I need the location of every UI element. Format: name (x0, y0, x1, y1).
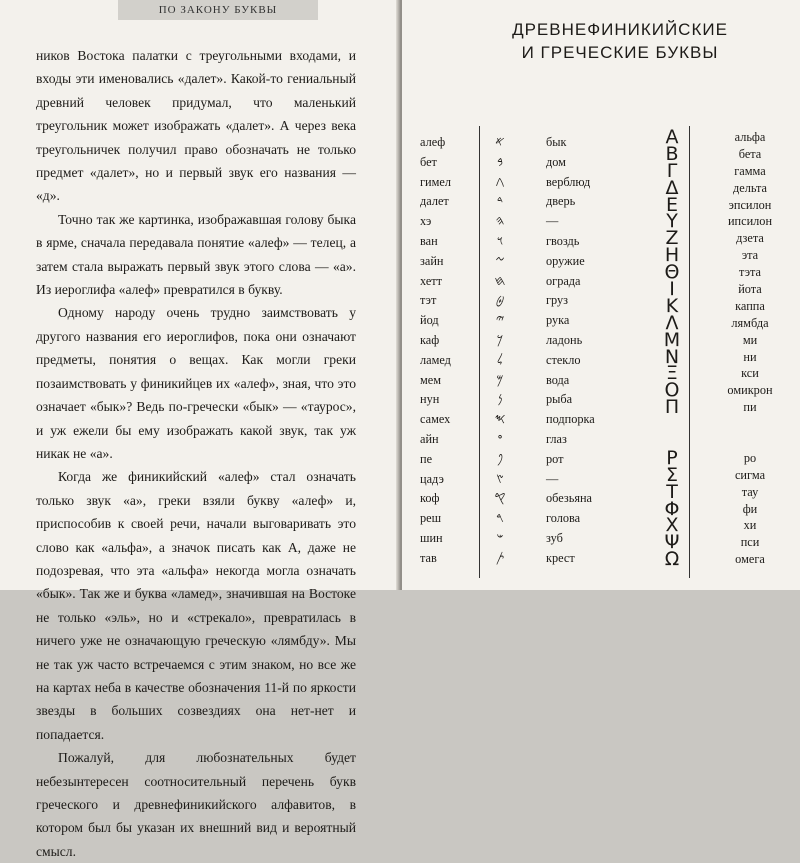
phoenician-glyph: 𐤉 (495, 313, 505, 329)
greek-letter: Β (665, 142, 679, 165)
phoenician-glyph: 𐤊 (496, 332, 504, 348)
greek-letter: Α (665, 126, 679, 148)
phoenician-name: мем (420, 372, 442, 387)
phoenician-glyph: 𐤋 (496, 352, 504, 368)
greek-name: ипсилон (727, 214, 773, 229)
greek-letter: Ξ (665, 362, 678, 385)
phoenician-name: нун (420, 392, 440, 407)
greek-letter: Θ (664, 261, 680, 284)
meaning: верблюд (546, 174, 591, 189)
greek-letter: Τ (666, 480, 678, 503)
greek-name (714, 416, 786, 433)
meaning: рыба (546, 392, 573, 407)
running-head: ПО ЗАКОНУ БУКВЫ (118, 0, 318, 20)
phoenician-name: йод (420, 313, 439, 328)
phoenician-glyph: 𐤀 (495, 135, 505, 150)
greek-letter: Π (664, 396, 680, 419)
phoenician-glyph: 𐤄 (495, 214, 505, 230)
greek-name: гамма (734, 163, 766, 178)
greek-letter: Η (664, 244, 680, 267)
greek-letter: Γ (666, 159, 678, 182)
greek-letters-column (657, 126, 687, 571)
greek-name: пи (743, 400, 757, 415)
phoenician-name: алеф (420, 135, 446, 149)
phoenician-name: гимел (420, 174, 452, 189)
phoenician-glyph: 𐤇 (494, 273, 506, 289)
meaning: глаз (546, 431, 567, 446)
phoenician-glyph: 𐤐 (496, 451, 504, 467)
phoenician-name: тав (420, 550, 437, 565)
meaning: дверь (546, 194, 576, 209)
greek-letter: Μ (663, 328, 681, 351)
table-title-line1: ДРЕВНЕФИНИКИЙСКИЕ (512, 20, 728, 39)
left-page (0, 0, 400, 859)
phoenician-glyph: 𐤔 (496, 530, 504, 546)
phoenician-name: хэ (420, 214, 432, 229)
greek-name: пси (740, 535, 760, 550)
greek-letter: Υ (666, 210, 678, 233)
phoenician-glyph: 𐤌 (496, 372, 504, 388)
greek-name: сигма (734, 467, 766, 482)
phoenician-glyph: 𐤍 (497, 392, 503, 408)
meaning: зуб (546, 530, 563, 545)
greek-name (714, 433, 786, 450)
phoenician-name: ламед (420, 352, 451, 367)
greek-name: лямбда (731, 315, 769, 330)
greek-letter: Ρ (666, 446, 678, 469)
phoenician-name: ван (420, 233, 438, 248)
meaning: вода (546, 372, 570, 387)
meaning: стекло (546, 352, 581, 367)
greek-names-column (714, 129, 786, 568)
phoenician-glyph: 𐤁 (496, 154, 504, 170)
phoenician-name: коф (420, 491, 440, 506)
phoenician-name: цадэ (420, 471, 444, 486)
phoenician-name: тэт (420, 293, 437, 308)
paragraph: Когда же финикийский «алеф» стал означать только звук «а», греки взяли букву «алеф» и, приспособив к своей речи, начали выговаривать это слово как «альфа», а значок писать как А, даже не подозревая, что эта «альфа» некогда могла означать «бык». Так же и буква «ламед», значившая на Востоке не только «эль», но и «стрекало», превратилась в ничего уже не означающую греческую «лямбду». Мы не так уж часто встречаемся с этим знаком, но все же на картах неба в качестве обозначения 11-й по яркости звезды в больших созвездиях она нет-нет и попадается. (36, 469, 356, 742)
greek-letter: Ψ (664, 531, 680, 554)
phoenician-name: бет (420, 154, 437, 169)
meaning: голова (546, 511, 581, 526)
greek-name: омикрон (727, 383, 773, 398)
phoenician-glyph: 𐤅 (496, 233, 504, 249)
greek-letter: Φ (664, 497, 680, 520)
phoenician-name: каф (420, 332, 440, 347)
phoenician-name: реш (420, 511, 442, 526)
phoenician-name: шин (420, 530, 443, 545)
meaning: подпорка (546, 412, 595, 427)
phoenician-glyph: 𐤓 (496, 511, 504, 527)
phoenician-glyph: 𐤒 (494, 491, 506, 507)
greek-name: дзета (736, 231, 764, 246)
meaning: ладонь (546, 332, 583, 347)
table-title (470, 18, 770, 64)
greek-letter: Δ (665, 176, 679, 199)
phoenician-name: хетт (420, 273, 443, 288)
paragraph: Пожалуй, для любознательных будет небезынтересен соотносительный перечень букв греческого и древнефиникийского алфавитов, в котором был бы указан их внешний вид и вероятный смысл. (36, 750, 356, 859)
phoenician-glyph: 𐤆 (495, 253, 505, 269)
phoenician-name: зайн (420, 253, 444, 268)
greek-letter: Ι (669, 278, 675, 301)
greek-letter (657, 416, 687, 433)
greek-letter: Ε (665, 193, 678, 216)
greek-name: тэта (739, 265, 761, 280)
greek-name: тау (741, 484, 759, 499)
greek-name: каппа (735, 298, 765, 313)
greek-name: эта (741, 248, 759, 263)
meaning: ограда (546, 273, 581, 288)
meaning: крест (546, 550, 575, 565)
greek-name: бета (738, 146, 762, 161)
phoenician-glyph: 𐤃 (496, 194, 504, 210)
meaning: бык (546, 135, 567, 149)
paragraph: Точно так же картинка, изображавшая голову быка в ярме, сначала передавала понятие «алеф» — телец, а затем стала выражать первый звук этого слова — «а». Из иероглифа «алеф» превратился в букву. (36, 211, 356, 298)
phoenician-glyph: 𐤕 (495, 550, 505, 566)
meaning: обезьяна (546, 491, 593, 506)
meaning: рот (546, 451, 564, 466)
greek-name: фи (742, 501, 758, 516)
phoenician-name: далет (420, 194, 449, 209)
phoenician-name: самех (420, 412, 451, 427)
greek-name: дельта (733, 180, 767, 195)
phoenician-glyph: 𐤎 (494, 412, 506, 428)
meaning: дом (546, 154, 566, 169)
greek-name: эпсилон (728, 197, 772, 212)
greek-letter: Ω (664, 548, 680, 571)
paragraph: ников Востока палатки с треугольными входами, и входы эти именовались «далет». Какой-то гениальный древний человек придумал, что маленький треугольник может изображать «далет». А через века треугольничек получил право обозначать не только предмет «далет», но и первый звук его названия — «д». (36, 48, 356, 204)
phoenician-glyph: 𐤂 (495, 174, 505, 190)
greek-name: омега (735, 552, 765, 567)
left-body-text (36, 44, 356, 863)
phoenician-glyphs-column (480, 133, 520, 569)
meanings-column (546, 133, 646, 569)
greek-name: ми (742, 332, 758, 347)
greek-name: йота (738, 282, 762, 297)
meaning: оружие (546, 253, 585, 268)
phoenician-names-column (420, 133, 478, 569)
phoenician-glyph: 𐤑 (496, 471, 504, 487)
meaning: рука (546, 313, 570, 328)
greek-name: кси (741, 366, 759, 381)
greek-name: ро (743, 450, 757, 465)
greek-letter: Ο (664, 379, 680, 402)
phoenician-glyph: 𐤈 (495, 293, 505, 309)
greek-letter: Χ (665, 514, 679, 537)
phoenician-name: айн (420, 431, 439, 446)
meaning: — (546, 214, 559, 229)
greek-letter: Λ (665, 311, 679, 334)
greek-name: альфа (734, 130, 766, 144)
phoenician-glyph: 𐤏 (497, 431, 503, 447)
divider-right (689, 126, 690, 578)
greek-letter: Κ (665, 294, 679, 317)
meaning: — (546, 471, 559, 486)
meaning: груз (546, 293, 569, 308)
meaning: гвоздь (546, 233, 580, 248)
greek-name: хи (743, 518, 757, 533)
greek-letter: Ζ (665, 227, 679, 250)
greek-letter: Ν (664, 345, 680, 368)
table-title-line2: И ГРЕЧЕСКИЕ БУКВЫ (521, 43, 719, 62)
paragraph: Одному народу очень трудно заимствовать у другого названия его иероглифов, пока они означают предметы, понятия о вещах. Как могли греки позаимствовать у финикийцев их «алеф», зная, что это означает «бык»? Ведь по-гречески «бык» — «таурос», и уж ежели бы ему изображать какой звук, так уж никак не «а». (36, 305, 356, 461)
phoenician-name: пе (420, 451, 433, 466)
greek-letter: Σ (665, 463, 678, 486)
greek-name: ни (743, 349, 757, 364)
